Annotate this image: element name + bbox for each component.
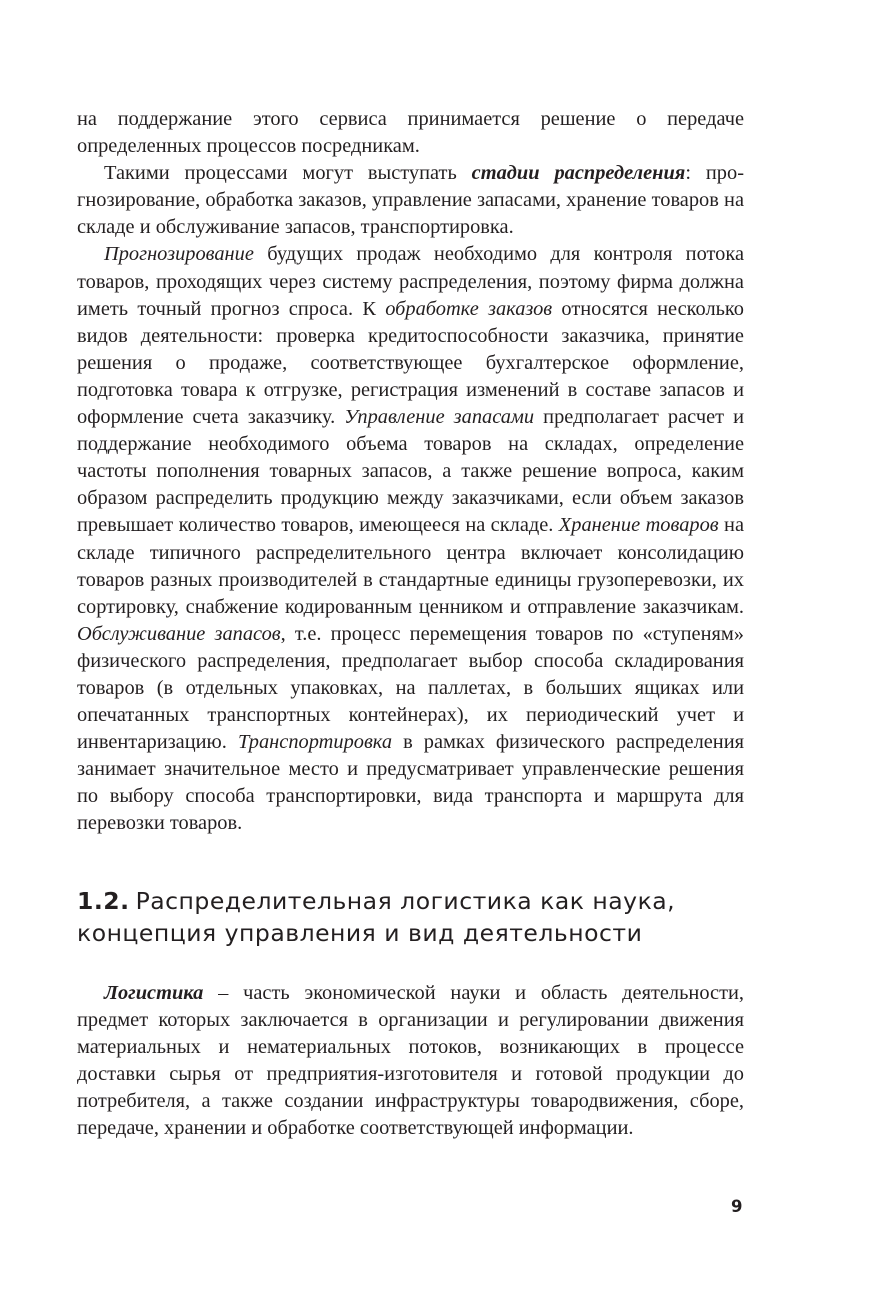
term-order-processing: обработке заказов (385, 297, 553, 320)
section-heading (77, 885, 744, 949)
paragraph-logistics-definition: Логистика – часть экономической науки и область деятельности, предмет которых заключается в организации и регулировании движения материальных и нематериальных потоков, возникающих в процессе доставки сырья от предприятия-изготовителя и готовой продукции до потребителя, а также создании инфраструктуры товародвижения, сборе, передаче, хранении и обработке соответствующей информации. (77, 981, 744, 1139)
term-transportation: Транспортировка (237, 731, 393, 754)
term-forecasting: Прогнозирование (104, 243, 254, 266)
section-title-line2: концепция управления и вид деятельности (77, 918, 643, 947)
term-stock-servicing: Обслуживание запасов (77, 622, 281, 645)
paragraph-distribution-stages: Такими процессами могут выступать стадии распределения: прогнозирование, обработка заказов, управление запасами, хранение товаров на складе и обслуживание запасов, транспортировка. (77, 162, 744, 239)
paragraph-stage-descriptions: Прогнозирование будущих продаж необходимо для контроля потока товаров, проходящих через систему распределения, поэтому фирма должна иметь точный прогноз спроса. К обработке заказов относятся несколько видов деятельности: проверка кредитоспособности заказчика, принятие решения о продаже, соответствующее бухгалтерское оформление, подготовка товара к отгрузке, регистрация изменений в составе запасов и оформление счета заказчику. Управление запасами предполагает расчет и поддержание необходимого объема товаров на складах, определение частоты пополнения товарных запасов, а также решение вопроса, каким образом распределить продукцию между заказчиками, если объем заказов превышает количество товаров, имеющееся на складе. Хранение товаров на складе типичного распределительного центра включает консолидацию товаров разных производителей в стандартные единицы грузоперевозки, их сортировку, снабжение кодированным ценником и отправление заказчикам. Обслуживание запасов, т.е. процесс перемещения товаров по «ступеням» физического распределения, предполагает выбор способа складирования товаров (в отдельных упаковках, на паллетах, в больших ящиках или опечатанных транспортных контейнерах), их периодический учет и инвентаризацию. Транспортировка в рамках физического распределения занимает значительное место и предусматривает управленческие решения по выбору способа транспортировки, вида транспорта и маршрута для перевозки товаров. (77, 243, 744, 835)
term-inventory-management: Управление запасами (344, 406, 535, 429)
section-number: 1.2. (77, 886, 130, 915)
paragraph-continuation: на поддержание этого сервиса принимается решение о передаче определенных процессов посредникам. (77, 108, 744, 158)
page-number: 9 (731, 1197, 743, 1216)
term-warehousing: Хранение товаров (558, 514, 719, 537)
term-distribution-stages: стадии распределения (471, 162, 686, 185)
page-body (77, 106, 744, 1142)
section-title-line1: Распределительная логистика как наука, (135, 886, 676, 915)
term-logistics: Логистика (104, 981, 204, 1004)
